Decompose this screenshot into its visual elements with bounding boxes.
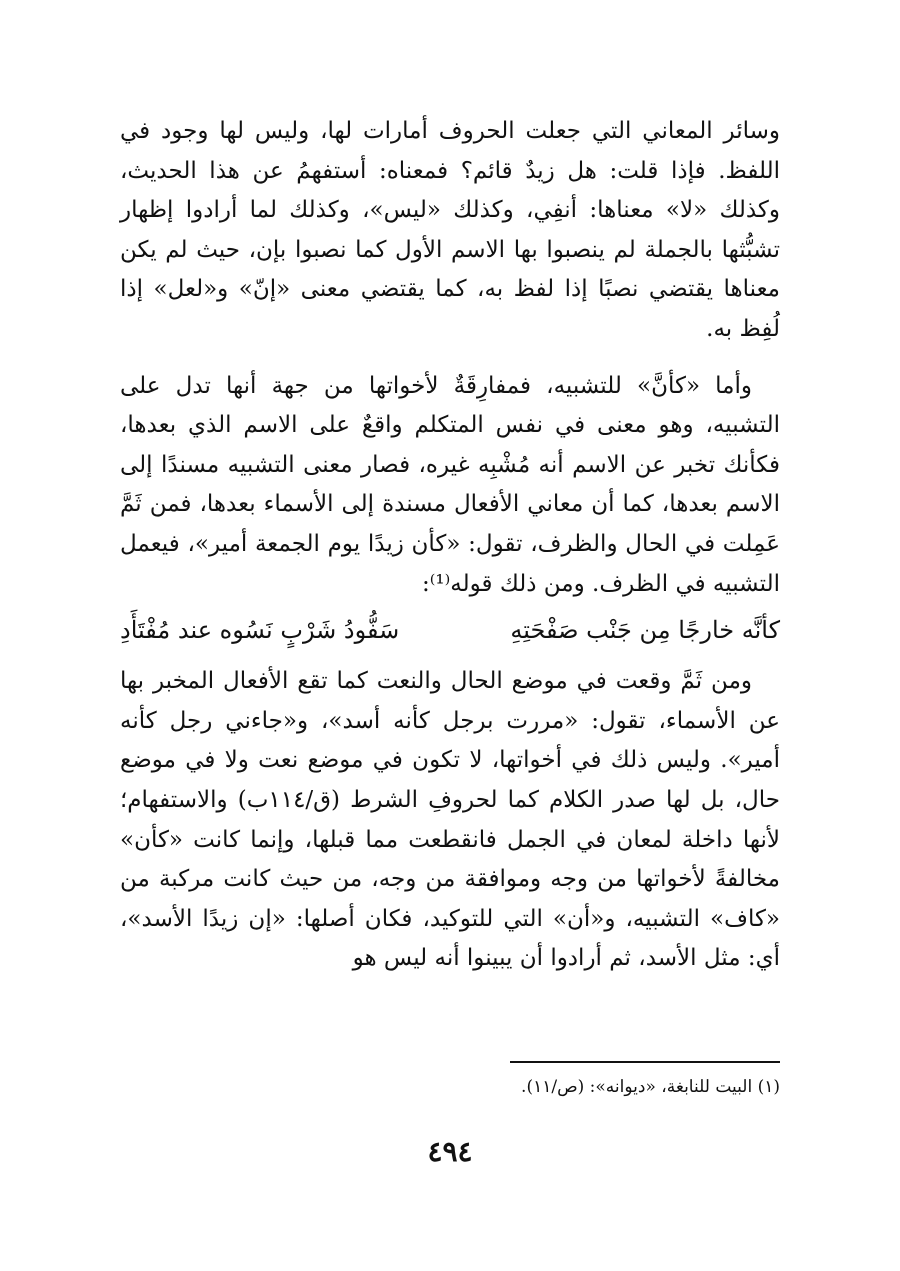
paragraph-spacer <box>120 350 780 367</box>
poetry-verse <box>120 610 780 650</box>
verse-spacer-bottom <box>120 650 780 662</box>
footnote: (١) البيت للنابغة، «ديوانه»: (ص/١١). <box>521 1077 780 1097</box>
footnote-separator <box>510 1061 780 1063</box>
verse-first-hemistich: كأنَّه خارجًا مِن جَنْب صَفْحَتِهِ <box>510 616 780 645</box>
verse-second-hemistich: سَفُّودُ شَرْبٍ نَسُوه عند مُفْتَأَدِ <box>120 616 400 645</box>
paragraph-2: وأما «كأنَّ» للتشبيه، فمفارِقَةٌ لأخواتها من جهة أنها تدل على التشبيه، وهو معنى في نفس المتكلم واقعٌ على الاسم الذي بعدها، فكأنك تخبر عن الاسم أنه مُشْبِه غيره، فصار معنى التشبيه مسندًا إلى الاسم بعدها، كما أن معاني الأفعال مسندة إلى الأسماء بعدها، فمن ثَمَّ عَمِلت في الحال والظرف، تقول: «كأن زيدًا يوم الجمعة أمير»، فيعمل التشبيه في الظرف. ومن ذلك قوله⁽¹⁾: <box>120 372 780 597</box>
paragraph-1: وسائر المعاني التي جعلت الحروف أمارات لها، وليس لها وجود في اللفظ. فإذا قلت: هل زيدٌ قائم؟ فمعناه: أستفهمُ عن هذا الحديث، وكذلك «لا» معناها: أنفِي، وكذلك «ليس»، وكذلك لما أرادوا إظهار تشبُّثها بالجملة لم ينصبوا بها الاسم الأول كما نصبوا بإن، حيث لم يكن معناها يقتضي نصبًا إذا لفظ به، كما يقتضي معنى «إنّ» و«لعل» إذا لُفِظ به. <box>120 118 780 342</box>
page-number: ٤٩٤ <box>427 1135 473 1168</box>
paragraph-3: ومن ثَمَّ وقعت في موضع الحال والنعت كما تقع الأفعال المخبر بها عن الأسماء، تقول: «مررت برجل كأنه أسد»، و«جاءني رجل كأنه أمير». وليس ذلك في أخواتها، لا تكون في موضع نعت ولا في موضع حال، بل لها صدر الكلام كما لحروفِ الشرط (ق/١١٤ب) والاستفهام؛ لأنها داخلة لمعان في الجمل فانقطعت مما قبلها، وإنما كانت «كأن» مخالفةً لأخواتها من وجه وموافقة من وجه، من حيث كانت مركبة من «كاف» التشبيه، و«أن» التي للتوكيد، فكان أصلها: «إن زيدًا الأسد»، أي: مثل الأسد، ثم أرادوا أن يبينوا أنه ليس هو <box>120 668 780 972</box>
main-text <box>120 112 780 979</box>
